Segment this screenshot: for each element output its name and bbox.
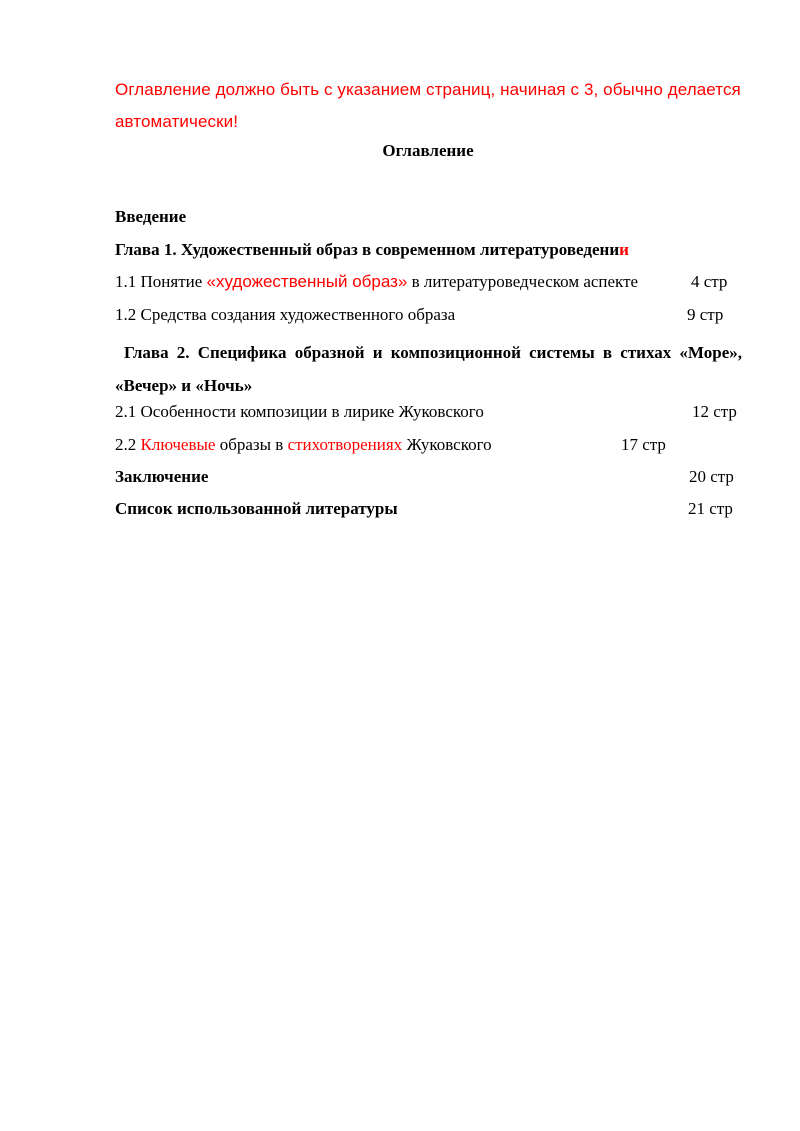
toc-bibliography-page: 21 стр <box>688 499 733 518</box>
toc-item-2-2-suffix: Жуковского <box>402 435 492 454</box>
instruction-note-line2: автоматически! <box>115 112 239 131</box>
instruction-note <box>115 74 742 138</box>
toc-chapter-2-text: Глава 2. Специфика образной и композиционной системы в стихах «Море», «Вечер» и «Ночь» <box>115 343 742 395</box>
toc-item-2-2-mid: образы в <box>215 435 288 454</box>
toc-intro: Введение <box>115 207 187 226</box>
toc-item-1-1-red-term: «художественный образ» <box>206 272 408 291</box>
toc-item-1-1 <box>115 270 638 294</box>
toc-item-1-1-prefix: 1.1 Понятие <box>115 272 207 291</box>
toc-item-2-2-red-2: стихотворениях <box>287 435 403 454</box>
toc-item-1-2-page: 9 стр <box>687 305 724 324</box>
toc-item-2-2 <box>115 433 492 457</box>
toc-item-2-2-page: 17 стр <box>621 435 666 454</box>
toc-item-2-1: 2.1 Особенности композиции в лирике Жуковского <box>115 402 484 421</box>
toc-item-2-2-red-1: Ключевые <box>140 435 216 454</box>
toc-conclusion: Заключение <box>115 467 209 486</box>
instruction-note-line1: Оглавление должно быть с указанием страниц, начиная с 3, обычно делается <box>115 80 741 99</box>
toc-chapter-2 <box>115 336 742 402</box>
toc-bibliography: Список использованной литературы <box>115 499 398 518</box>
toc-item-2-1-page: 12 стр <box>692 402 737 421</box>
toc-item-2-2-prefix: 2.2 <box>115 435 141 454</box>
toc-chapter-1-text: Глава 1. Художественный образ в современном литературоведени <box>115 240 620 259</box>
toc-item-1-2: 1.2 Средства создания художественного образа <box>115 305 456 324</box>
toc-chapter-1-red-end: и <box>619 240 629 259</box>
toc-conclusion-page: 20 стр <box>689 467 734 486</box>
page-title: Оглавление <box>382 141 474 160</box>
toc-item-1-1-suffix: в литературоведческом аспекте <box>407 272 639 291</box>
toc-chapter-1 <box>115 238 629 262</box>
toc-item-1-1-page: 4 стр <box>691 272 728 291</box>
